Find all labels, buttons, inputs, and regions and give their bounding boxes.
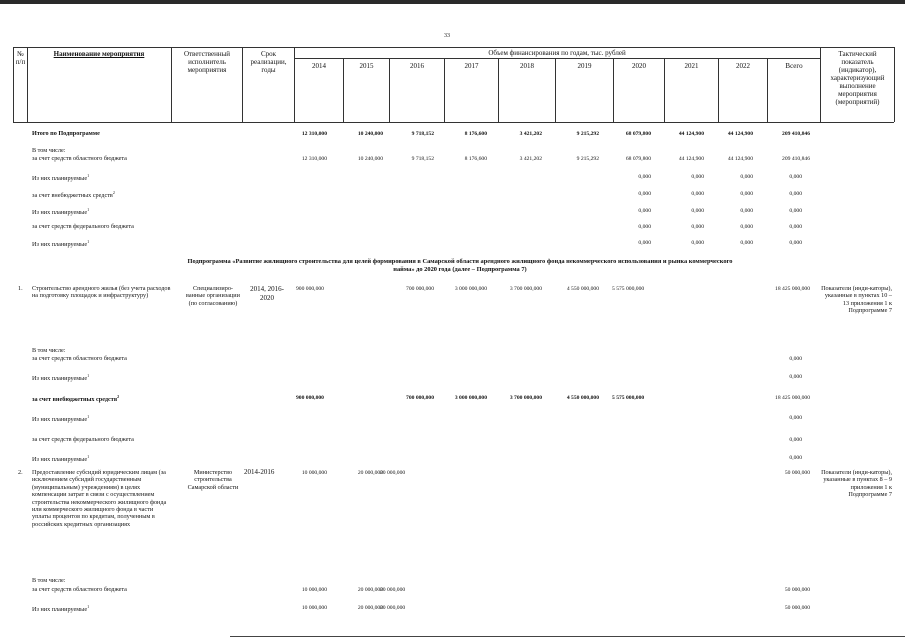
value-cell: 9 215,292 <box>576 131 599 137</box>
regional-budget-label: за счет средств областного бюджета <box>32 155 127 162</box>
value-cell: 209 410,846 <box>782 131 810 137</box>
value-cell: 4 550 000,000 <box>566 395 599 401</box>
year-header: 2021 <box>684 62 699 70</box>
value-cell: 18 425 000,000 <box>775 395 810 401</box>
including-label: В том числе: <box>32 347 66 354</box>
value-cell: 900 000,000 <box>296 395 324 401</box>
regional-budget-label: за счет средств областного бюджета <box>32 586 127 593</box>
value-cell: 5 575 000,000 <box>612 286 645 292</box>
item-indicator: Показатели (инди-каторы), указанные в пунктах 10 – 13 приложения 1 к Подпрограмме 7 <box>821 285 892 315</box>
value-cell: 10 000,000 <box>301 470 327 476</box>
planned-label: Из них планируемые$^1$ <box>32 207 90 217</box>
value-cell: 0,000 <box>789 191 802 197</box>
value-cell: 0,000 <box>691 240 704 246</box>
value-cell: 5 575 000,000 <box>612 395 645 401</box>
value-cell: 900 000,000 <box>296 286 324 292</box>
col-resp-header: Ответственный исполнитель мероприятия <box>183 50 231 74</box>
value-cell: 3 700 000,000 <box>509 395 542 401</box>
item-term: 2014, 2016-2020 <box>250 285 284 302</box>
value-cell: 10 000,000 <box>301 605 327 611</box>
col-name-header: Наименование мероприятия <box>53 50 145 58</box>
value-cell: 18 425 000,000 <box>775 286 810 292</box>
value-cell: 0,000 <box>638 174 651 180</box>
value-cell: 8 176,600 <box>464 131 487 137</box>
value-cell: 12 310,000 <box>301 156 327 162</box>
value-cell: 0,000 <box>789 437 802 443</box>
value-cell: 0,000 <box>740 191 753 197</box>
col-funding-header: Объем финансирования по годам, тыс. рублей <box>488 49 626 57</box>
year-header: 2020 <box>632 62 646 70</box>
col-no-header: № п/п <box>15 50 26 66</box>
planned-label: Из них планируемые$^1$ <box>32 414 90 424</box>
value-cell: 0,000 <box>789 356 802 362</box>
value-cell: 0,000 <box>638 191 651 197</box>
planned-label: Из них планируемые$^1$ <box>32 454 90 464</box>
value-cell: 9 718,152 <box>411 131 434 137</box>
value-cell: 3 421,202 <box>519 131 542 137</box>
year-header: 2016 <box>410 62 424 70</box>
value-cell: 209 410,846 <box>782 156 810 162</box>
planned-label: Из них планируемые$^1$ <box>32 239 90 249</box>
extra-budget-label: за счет внебюджетных средств$^2$ <box>32 394 120 404</box>
value-cell: 0,000 <box>789 174 802 180</box>
item-name: Строительство арендного жилья (без учета расходов на подготовку площадок и инфраструктуру) <box>32 285 171 300</box>
value-cell: 10 240,000 <box>357 131 383 137</box>
value-cell: 0,000 <box>740 208 753 214</box>
value-cell: 4 550 000,000 <box>566 286 599 292</box>
value-cell: 20 000,000 <box>357 587 383 593</box>
value-cell: 700 000,000 <box>406 286 434 292</box>
value-cell: 20 000,000 <box>380 470 406 476</box>
col-indicator-header: Тактический показатель (индикатор), характеризующий выполнение мероприятия (мероприятий) <box>830 50 885 106</box>
value-cell: 3 000 000,000 <box>454 286 487 292</box>
item-number: 1. <box>18 285 23 292</box>
value-cell: 44 124,900 <box>727 156 753 162</box>
planned-label: Из них планируемые$^1$ <box>32 373 90 383</box>
value-cell: 8 176,600 <box>464 156 487 162</box>
table-header <box>13 47 894 122</box>
value-cell: 10 000,000 <box>301 587 327 593</box>
value-cell: 44 124,900 <box>678 131 704 137</box>
value-cell: 0,000 <box>789 415 802 421</box>
value-cell: 0,000 <box>789 208 802 214</box>
value-cell: 3 000 000,000 <box>454 395 487 401</box>
value-cell: 50 000,000 <box>784 587 810 593</box>
federal-budget-label: за счет средств федерального бюджета <box>32 223 134 230</box>
year-header: 2019 <box>577 62 592 70</box>
value-cell: 0,000 <box>789 240 802 246</box>
value-cell: 68 079,800 <box>625 156 651 162</box>
planned-label: Из них планируемые$^1$ <box>32 604 90 614</box>
top-border <box>0 0 905 4</box>
value-cell: 10 240,000 <box>357 156 383 162</box>
regional-budget-label: за счет средств областного бюджета <box>32 355 127 362</box>
page-number: 33 <box>444 33 450 39</box>
value-cell: 0,000 <box>691 208 704 214</box>
value-cell: 0,000 <box>638 240 651 246</box>
value-cell: 0,000 <box>638 224 651 230</box>
value-cell: 3 421,202 <box>519 156 542 162</box>
value-cell: 0,000 <box>789 224 802 230</box>
value-cell: 20 000,000 <box>380 605 406 611</box>
value-cell: 44 124,900 <box>678 156 704 162</box>
value-cell: 12 310,000 <box>301 131 327 137</box>
item-number: 2. <box>18 469 23 476</box>
bottom-rule <box>230 636 905 637</box>
value-cell: 0,000 <box>740 174 753 180</box>
year-header: 2014 <box>312 62 326 70</box>
federal-budget-label: за счет средств федерального бюджета <box>32 436 134 443</box>
item-name: Предоставление субсидий юридическим лицам (за исключением субсидий государственным (муниципальным) учреждениям) в целях компенсации затрат в связи с осуществлением строительства некоммерческого жилищного фонда или коммерческого жилищного фонда в части уплаты процентов по кредитам, полученным в российских кредитных организациях <box>32 469 167 528</box>
item-responsible: Специализиро-ванные организации (по согласованию) <box>186 285 240 307</box>
item-responsible: Министерство строительства Самарской области <box>187 469 239 491</box>
extra-budget-label: за счет внебюджетных средств$^2$ <box>32 190 115 200</box>
year-header: Всего <box>785 62 803 70</box>
planned-label: Из них планируемые$^1$ <box>32 173 90 183</box>
year-header: 2015 <box>359 62 374 70</box>
value-cell: 0,000 <box>691 174 704 180</box>
item-term: 2014-2016 <box>244 468 275 476</box>
value-cell: 3 700 000,000 <box>509 286 542 292</box>
col-term-header: Срок реализации, годы <box>250 50 287 74</box>
subprogram-title: Подпрограмма «Развитие жилищного строительства для целей формирования в Самарской области арендного жилищного фонда некоммерческого использования и рынка коммерческого найма» до 2020 года (далее – Подпрограмма 7) <box>187 258 733 273</box>
value-cell: 50 000,000 <box>784 470 810 476</box>
value-cell: 50 000,000 <box>784 605 810 611</box>
value-cell: 0,000 <box>691 191 704 197</box>
value-cell: 700 000,000 <box>406 395 434 401</box>
total-label: Итого по Подпрограмме <box>32 130 100 137</box>
value-cell: 20 000,000 <box>380 587 406 593</box>
value-cell: 0,000 <box>691 224 704 230</box>
value-cell: 9 215,292 <box>576 156 599 162</box>
value-cell: 0,000 <box>638 208 651 214</box>
value-cell: 44 124,900 <box>727 131 753 137</box>
value-cell: 20 000,000 <box>357 605 383 611</box>
value-cell: 20 000,000 <box>357 470 383 476</box>
year-header: 2017 <box>464 62 479 70</box>
value-cell: 0,000 <box>789 455 802 461</box>
value-cell: 68 079,800 <box>625 131 651 137</box>
item-indicator: Показатели (инди-каторы), указанные в пунктах 8 – 9 приложения 1 к Подпрограмме 7 <box>821 469 892 499</box>
including-label: В том числе: <box>32 147 66 154</box>
value-cell: 0,000 <box>789 374 802 380</box>
value-cell: 0,000 <box>740 240 753 246</box>
including-label: В том числе: <box>32 577 66 584</box>
year-header: 2018 <box>520 62 534 70</box>
value-cell: 9 718,152 <box>411 156 434 162</box>
value-cell: 0,000 <box>740 224 753 230</box>
year-header: 2022 <box>736 62 750 70</box>
